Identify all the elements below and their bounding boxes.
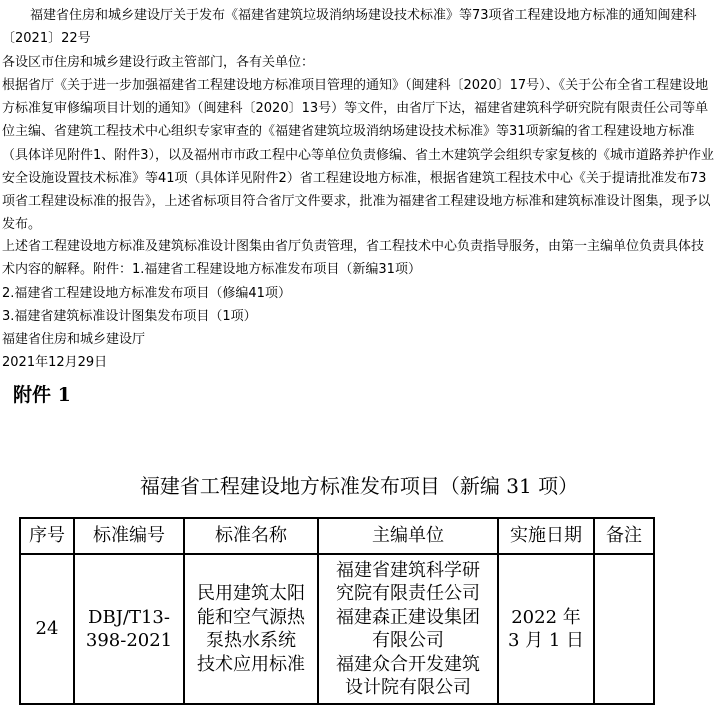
cell-name-line: 能和空气源热 <box>197 606 305 628</box>
cell-code <box>74 554 184 704</box>
standards-table <box>19 517 655 705</box>
table-row <box>20 554 654 704</box>
cell-date <box>498 554 594 704</box>
attachment-3-item: 3.福建省建筑标准设计图集发布项目（1项） <box>2 309 257 324</box>
cell-date-line: 3 月 1 日 <box>507 630 585 651</box>
cell-editor-line: 有限公司 <box>372 630 444 651</box>
header-code: 标准编号 <box>74 518 184 554</box>
cell-name-line: 泵热水系统 <box>206 630 296 651</box>
issue-date: 2021年12月29日 <box>2 355 108 370</box>
cell-code-line: 398-2021 <box>85 630 173 651</box>
issuer: 福建省住房和城乡建设厅 <box>2 332 146 347</box>
cell-editor-line: 福建森正建设集团 <box>336 606 480 628</box>
cell-note <box>594 554 654 704</box>
cell-editor-line: 设计院有限公司 <box>345 677 471 698</box>
header-seq: 序号 <box>20 518 74 554</box>
cell-date-line: 2022 年 <box>511 606 581 628</box>
cell-seq: 24 <box>20 554 74 704</box>
cell-name-line: 技术应用标准 <box>197 653 305 675</box>
notice-title: 福建省住房和城乡建设厅关于发布《福建省建筑垃圾消纳场建设技术标准》等73项省工程建设地方标准的通知闽建科〔2021〕22号 <box>2 8 697 47</box>
attachment-label: 附件 1 <box>13 384 71 406</box>
header-date: 实施日期 <box>498 518 594 554</box>
notice-addressee: 各设区市住房和城乡建设行政主管部门，各有关单位： <box>2 55 315 70</box>
cell-name <box>184 554 318 704</box>
header-note: 备注 <box>594 518 654 554</box>
attachment-2-item: 2.福建省工程建设地方标准发布项目（修编41项） <box>2 286 291 301</box>
table-title: 福建省工程建设地方标准发布项目（新编 31 项） <box>139 474 579 498</box>
header-name: 标准名称 <box>184 518 318 554</box>
notice-management: 上述省工程建设地方标准及建筑标准设计图集由省厅负责管理，省工程技术中心负责指导服务，由第一主编单位负责具体技术内容的解释。附件：1.福建省工程建设地方标准发布项目（新编31项） <box>2 239 705 278</box>
cell-editor <box>318 554 498 704</box>
header-editor: 主编单位 <box>318 518 498 554</box>
cell-name-line: 民用建筑太阳 <box>197 583 305 604</box>
cell-editor-line: 福建众合开发建筑 <box>336 653 480 675</box>
table-header-row <box>20 518 654 554</box>
cell-editor-line: 福建省建筑科学研 <box>336 559 480 581</box>
cell-editor-line: 究院有限责任公司 <box>336 583 480 604</box>
cell-code-line: DBJ/T13- <box>88 606 170 628</box>
notice-body: 根据省厅《关于进一步加强福建省工程建设地方标准项目管理的通知》（闽建科〔2020〕17号）、《关于公布全省工程建设地方标准复审修编项目计划的通知》（闽建科〔2020〕13号）等文件，由省厅下达，福建省建筑科学研究院有限责任公司等单位主编、省建筑工程技术中心组织专家审查的《福建省建筑垃圾消纳场建设技术标准》等31项新编的省工程建设地方标准（具体详见附件1、附件3），以及福州市市政工程中心等单位负责修编、省土木建筑学会组织专家复核的《城市道路养护作业安全设施设置技术标准》等41项（具体详见附件2）省工程建设地方标准，根据省建筑工程技术中心《关于提请批准发布73项省工程建设标准的报告》，上述省标项目符合省厅文件要求，批准为福建省工程建设地方标准和建筑标准设计图集，现予以发布。 <box>2 78 715 233</box>
